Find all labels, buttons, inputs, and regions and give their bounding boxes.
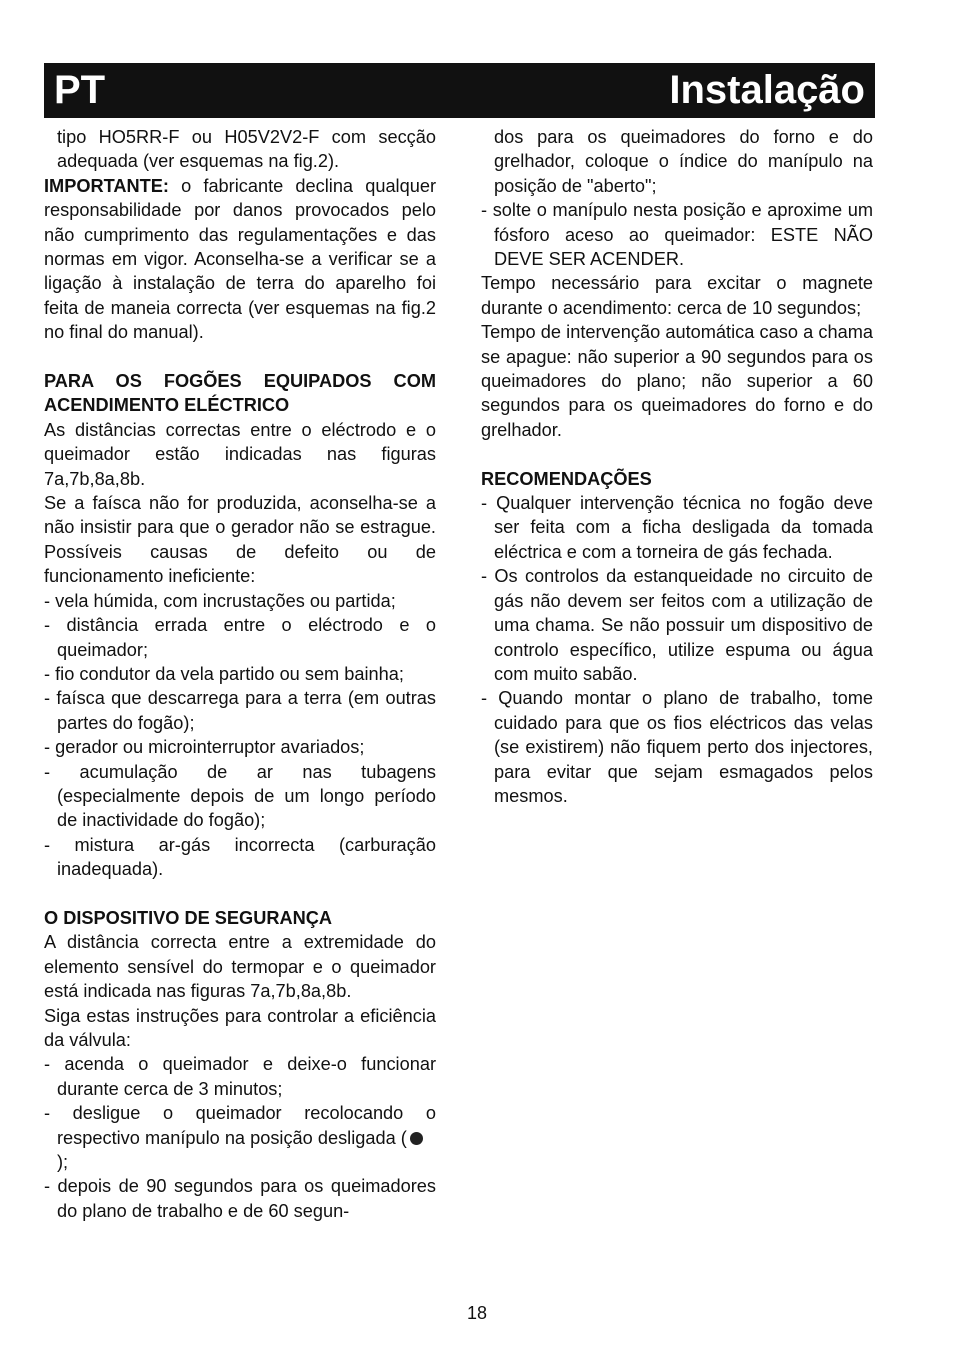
list-item [44, 1101, 436, 1174]
page-title: Instalação [669, 68, 865, 112]
list-item: - Qualquer intervenção técnica no fogão deve ser feita com a ficha desligada da tomada eléctrica e com a torneira de gás fechada. [481, 493, 873, 562]
list-item: - acumulação de ar nas tubagens (especialmente depois de um longo período de inactividade do fogão); [44, 761, 436, 831]
paragraph: Tempo necessário para excitar o magnete durante o acendimento: cerca de 10 segundos; [481, 273, 873, 318]
section-heading-electric-ignition: PARA OS FOGÕES EQUIPADOS COM ACENDIMENTO ELÉCTRICO [44, 371, 436, 416]
list-item-text-end: ); [57, 1152, 69, 1173]
important-label: IMPORTANTE: [44, 175, 169, 196]
list-item: - Quando montar o plano de trabalho, tome cuidado para que os fios eléctricos das velas (se existirem) não fiquem perto dos injectores, para evitar que sejam esmagados pelos mesmos. [481, 688, 873, 806]
paragraph: Tempo de intervenção automática caso a chama se apague: não superior a 90 segundos para os queimadores do plano; não superior a 60 segundos para os queimadores do forno e do grelhador. [481, 322, 873, 440]
list-item: - distância errada entre o eléctrodo e o queimador; [44, 615, 436, 660]
page-number: 18 [466, 1303, 488, 1323]
important-text: o fabricante declina qualquer responsabilidade por danos provocados pelo não cumprimento das regulamentações e das normas em vigor. Aconselha-se a verificar se a ligação à instalação de terra do aparelho foi feita de maneia correcta (ver esquemas na fig.2 no final do manual). [44, 175, 436, 343]
list-item: - vela húmida, com incrustações ou partida; [44, 590, 396, 611]
continued-paragraph: dos para os queimadores do forno e do grelhador, coloque o índice do manípulo na posição de "aberto"; [494, 127, 873, 196]
language-code: PT [54, 68, 106, 112]
list-item: - faísca que descarrega para a terra (em outras partes do fogão); [44, 688, 436, 733]
list-item: - mistura ar-gás incorrecta (carburação inadequada). [44, 834, 436, 880]
paragraph: A distância correcta entre a extremidade do elemento sensível do termopar e o queimador está indicada nas figuras 7a,7b,8a,8b. [44, 932, 436, 1002]
right-column [481, 125, 873, 808]
important-paragraph [44, 174, 436, 345]
list-item: - fio condutor da vela partido ou sem bainha; [44, 663, 404, 684]
cable-type-paragraph: tipo HO5RR-F ou H05V2V2-F com secção adequada (ver esquemas na fig.2). [57, 127, 436, 172]
list-item: - gerador ou microinterruptor avariados; [44, 737, 365, 758]
paragraph: Siga estas instruções para controlar a eficiência da válvula: [44, 1005, 436, 1050]
left-column [44, 125, 436, 1223]
list-item: - depois de 90 segundos para os queimadores do plano de trabalho e de 60 segun- [44, 1176, 436, 1221]
section-heading-recommendations: RECOMENDAÇÕES [481, 468, 652, 489]
section-heading-safety-device: O DISPOSITIVO DE SEGURANÇA [44, 907, 333, 928]
list-item-text: - desligue o queimador recolocando o respectivo manípulo na posição desligada ( [44, 1103, 436, 1148]
list-item: - acenda o queimador e deixe-o funcionar durante cerca de 3 minutos; [44, 1054, 436, 1099]
knob-off-position-icon [410, 1132, 423, 1145]
list-item: - Os controlos da estanqueidade no circuito de gás não devem ser feitos com a utilização de uma chama. Se não possuir um dispositivo de controlo específico, utilize espuma ou água com muito sabão. [481, 566, 873, 684]
list-item: - solte o manípulo nesta posição e aproxime um fósforo aceso ao queimador: ESTE NÃO DEVE SER ACENDER. [481, 200, 873, 270]
page-header [44, 63, 875, 118]
paragraph: As distâncias correctas entre o eléctrodo e o queimador estão indicadas nas figuras 7a,7b,8a,8b. [44, 419, 436, 489]
paragraph: Se a faísca não for produzida, aconselha-se a não insistir para que o gerador não se estrague. Possíveis causas de defeito ou de funcionamento ineficiente: [44, 493, 436, 587]
